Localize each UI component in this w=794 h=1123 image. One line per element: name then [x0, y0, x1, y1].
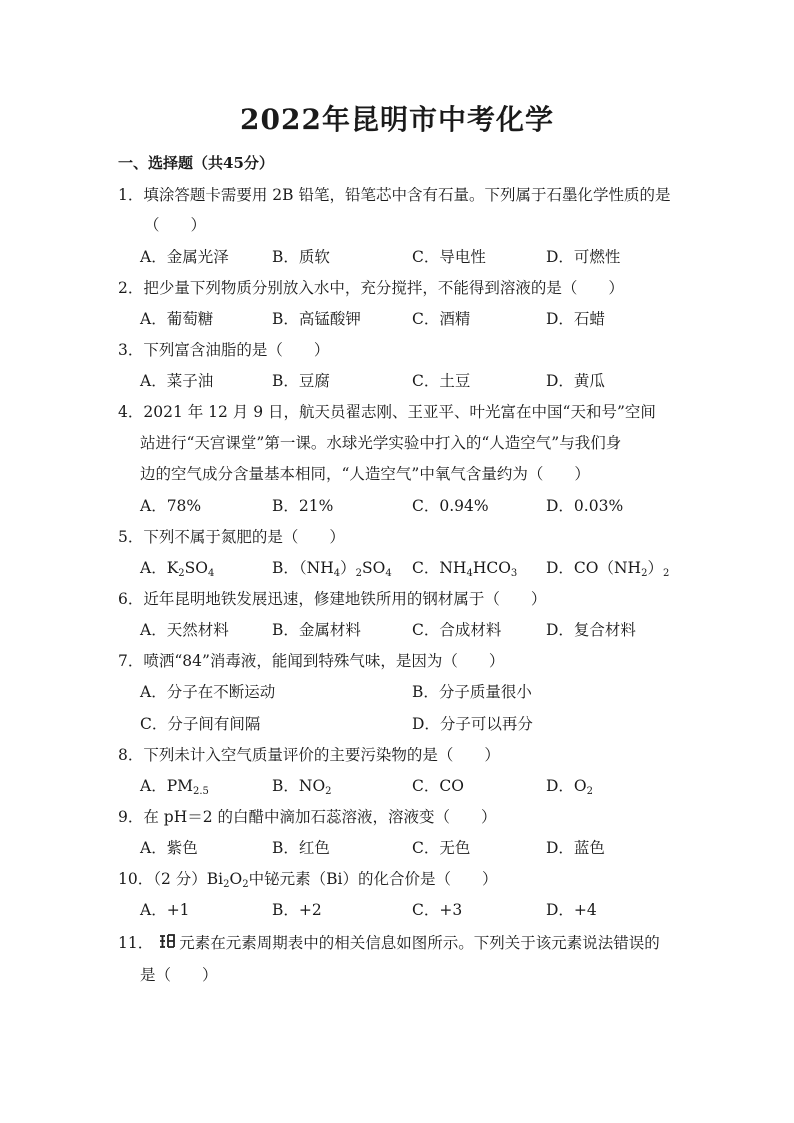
- question-8: 8．下列未计入空气质量评价的主要污染物的是（ ）: [118, 746, 500, 764]
- q10-option-d: D．+4: [546, 901, 597, 919]
- q8-option-b: B．$NO_2$: [272, 777, 332, 797]
- q1-option-c: C．导电性: [412, 248, 486, 266]
- q4-option-c: C．0.94%: [412, 497, 489, 515]
- q8-option-d: D．$O_2$: [546, 777, 594, 797]
- q6-option-a: A．天然材料: [140, 621, 229, 639]
- q6-option-b: B．金属材料: [272, 621, 361, 639]
- q2-option-d: D．石蜡: [546, 310, 605, 328]
- q5-option-b: B．$(NH_4)_2SO_4$: [272, 559, 392, 579]
- q10-option-c: C．+3: [412, 901, 463, 919]
- q3-option-d: D．黄瓜: [546, 372, 605, 390]
- page-title: 2022年昆明市中考化学: [240, 103, 554, 136]
- question-10: 10．（2 分）$Bi_2O_2$中铋元素（Bi）的化合价是（ ）: [118, 870, 498, 890]
- q9-option-b: B．红色: [272, 839, 330, 857]
- q7-option-b: B．分子质量很小: [412, 683, 532, 701]
- q3-option-b: B．豆腐: [272, 372, 330, 390]
- question-4-cont-1: 站进行“天宫课堂”第一课。水球光学实验中打入的“人造空气”与我们身: [140, 434, 622, 452]
- question-11-cont: 是（ ）: [140, 966, 218, 984]
- q5-option-d: D．$CO(NH_2)_2$: [546, 559, 670, 579]
- question-9: 9．在 pH＝2 的白醋中滴加石蕊溶液，溶液变（ ）: [118, 808, 497, 826]
- q5-option-c: C．$NH_4HCO_3$: [412, 559, 518, 579]
- q2-option-c: C．酒精: [412, 310, 471, 328]
- q6-option-c: C．合成材料: [412, 621, 502, 639]
- question-7: 7．喷洒“84”消毒液，能闻到特殊气味，是因为（ ）: [118, 652, 505, 670]
- question-5: 5．下列不属于氮肥的是（ ）: [118, 528, 345, 546]
- q1-option-b: B．质软: [272, 248, 330, 266]
- q8-option-a: A．$PM_{2.5}$: [140, 777, 209, 797]
- question-1: 1．填涂答题卡需要用 2B 铅笔，铅笔芯中含有石量。下列属于石墨化学性质的是: [118, 186, 671, 204]
- q7-option-d: D．分子可以再分: [412, 715, 533, 733]
- q3-option-a: A．菜子油: [140, 372, 214, 390]
- q1-option-d: D．可燃性: [546, 248, 621, 266]
- question-6: 6．近年昆明地铁发展迅速，修建地铁所用的钢材属于（ ）: [118, 590, 547, 608]
- q1-option-a: A．金属光泽: [140, 248, 229, 266]
- q9-option-a: A．紫色: [140, 839, 198, 857]
- q9-option-d: D．蓝色: [546, 839, 605, 857]
- question-4-cont-2: 边的空气成分含量基本相同，“人造空气”中氧气含量约为（ ）: [140, 465, 590, 483]
- question-2: 2．把少量下列物质分别放入水中，充分搅拌，不能得到溶液的是（ ）: [118, 279, 624, 297]
- q6-option-d: D．复合材料: [546, 621, 636, 639]
- q8-option-c: C．CO: [412, 777, 464, 795]
- q9-option-c: C．无色: [412, 839, 471, 857]
- question-11: 11． 元素在元素周期表中的相关信息如图所示。下列关于该元素说法错误的: [118, 934, 660, 952]
- q4-option-b: B．21%: [272, 497, 334, 515]
- q7-option-a: A．分子在不断运动: [140, 683, 276, 701]
- q2-option-a: A．葡萄糖: [140, 310, 214, 328]
- q10-option-a: A．+1: [140, 901, 190, 919]
- q5-option-a: A．$K_2SO_4$: [140, 559, 215, 579]
- q7-option-c: C．分子间有间隔: [140, 715, 261, 733]
- question-4: 4．2021 年 12 月 9 日，航天员翟志刚、王亚平、叶光富在中国“天和号”空间: [118, 403, 656, 421]
- question-3: 3．下列富含油脂的是（ ）: [118, 341, 330, 359]
- section-heading: 一、选择题（共45分）: [118, 154, 274, 172]
- q10-option-b: B．+2: [272, 901, 322, 919]
- q4-option-d: D．0.03%: [546, 497, 624, 515]
- bismuth-element-image-icon: [157, 932, 177, 950]
- q4-option-a: A．78%: [140, 497, 202, 515]
- question-1-cont: （ ）: [144, 216, 207, 234]
- q3-option-c: C．土豆: [412, 372, 471, 390]
- q2-option-b: B．高锰酸钾: [272, 310, 361, 328]
